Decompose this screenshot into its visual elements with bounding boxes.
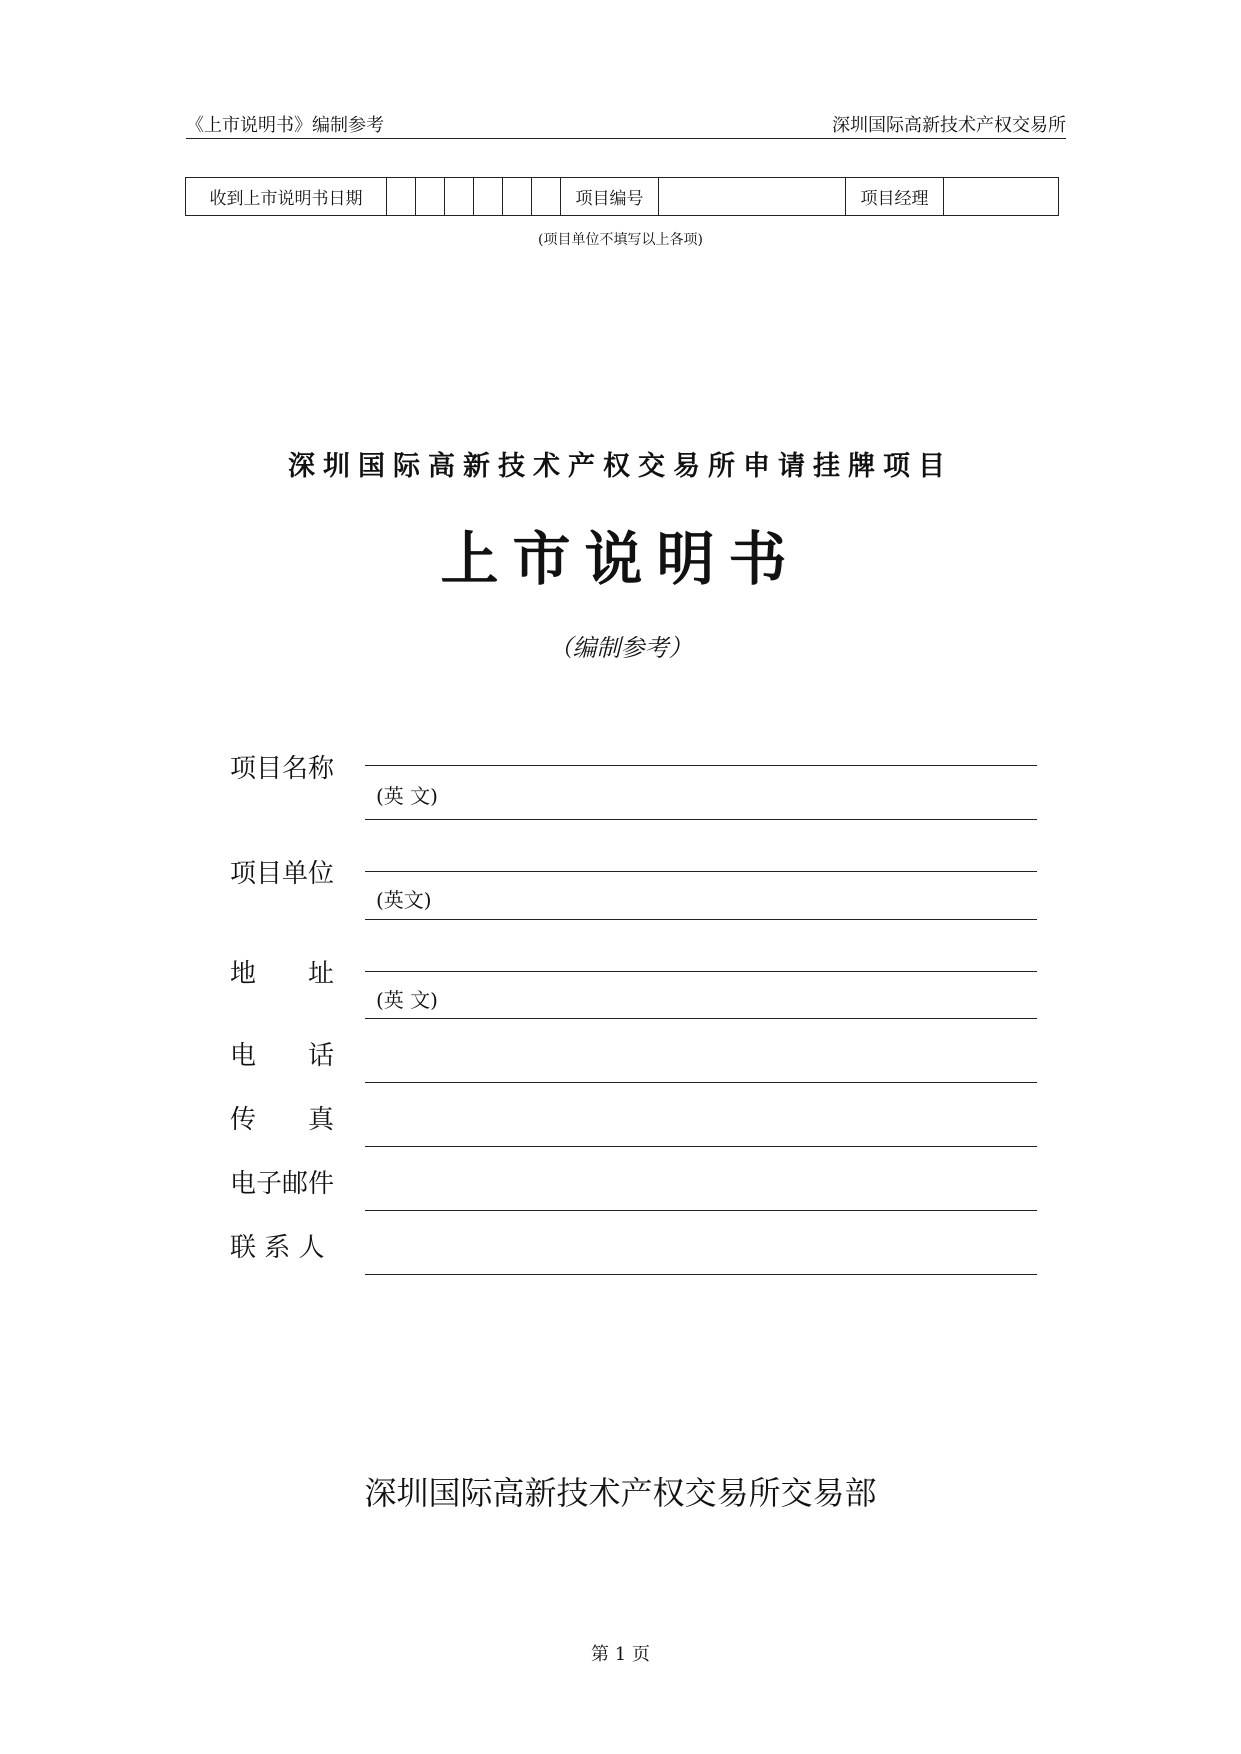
- date-digit-box[interactable]: [387, 178, 416, 216]
- project-no-field[interactable]: [659, 178, 846, 216]
- receipt-date-label: 收到上市说明书日期: [186, 178, 387, 216]
- address-en-label: (英 文): [376, 988, 438, 1012]
- project-unit-en-field[interactable]: [365, 919, 1037, 920]
- document-subtitle: 深圳国际高新技术产权交易所申请挂牌项目: [288, 451, 953, 482]
- date-digit-box[interactable]: [474, 178, 503, 216]
- document-title: 上市说明书: [440, 525, 801, 593]
- header-rule: [186, 138, 1066, 139]
- contact-field[interactable]: [365, 1274, 1037, 1275]
- project-name-field[interactable]: [365, 765, 1037, 766]
- receipt-note: (项目单位不填写以上各项): [538, 232, 703, 248]
- receipt-table: [185, 177, 1059, 216]
- fax-field[interactable]: [365, 1146, 1037, 1147]
- project-manager-label: 项目经理: [846, 178, 944, 216]
- project-unit-label: 项目单位: [230, 859, 335, 889]
- page-number: 第 1 页: [591, 1644, 650, 1665]
- project-manager-field[interactable]: [944, 178, 1059, 216]
- project-name-label: 项目名称: [230, 754, 335, 784]
- address-field[interactable]: [365, 971, 1037, 972]
- phone-label: 电 话: [230, 1041, 335, 1071]
- email-field[interactable]: [365, 1210, 1037, 1211]
- project-name-en-field[interactable]: [365, 819, 1037, 820]
- contact-label: 联 系 人: [230, 1233, 325, 1263]
- date-digit-box[interactable]: [445, 178, 474, 216]
- header-right-text: 深圳国际高新技术产权交易所: [832, 115, 1066, 136]
- phone-field[interactable]: [365, 1082, 1037, 1083]
- document-edition-note: （编制参考）: [548, 634, 693, 662]
- date-digit-box[interactable]: [503, 178, 532, 216]
- fax-label: 传 真: [230, 1105, 335, 1135]
- project-no-label: 项目编号: [561, 178, 659, 216]
- table-row: [186, 178, 1059, 216]
- address-label: 地 址: [230, 959, 335, 989]
- email-label: 电子邮件: [230, 1169, 335, 1199]
- address-en-field[interactable]: [365, 1018, 1037, 1019]
- project-unit-en-label: (英文): [376, 888, 432, 912]
- date-digit-box[interactable]: [416, 178, 445, 216]
- project-unit-field[interactable]: [365, 871, 1037, 872]
- date-digit-box[interactable]: [532, 178, 561, 216]
- project-name-en-label: (英 文): [376, 784, 438, 808]
- issuing-department: 深圳国际高新技术产权交易所交易部: [364, 1474, 877, 1512]
- header-left-text: 《上市说明书》编制参考: [186, 115, 384, 136]
